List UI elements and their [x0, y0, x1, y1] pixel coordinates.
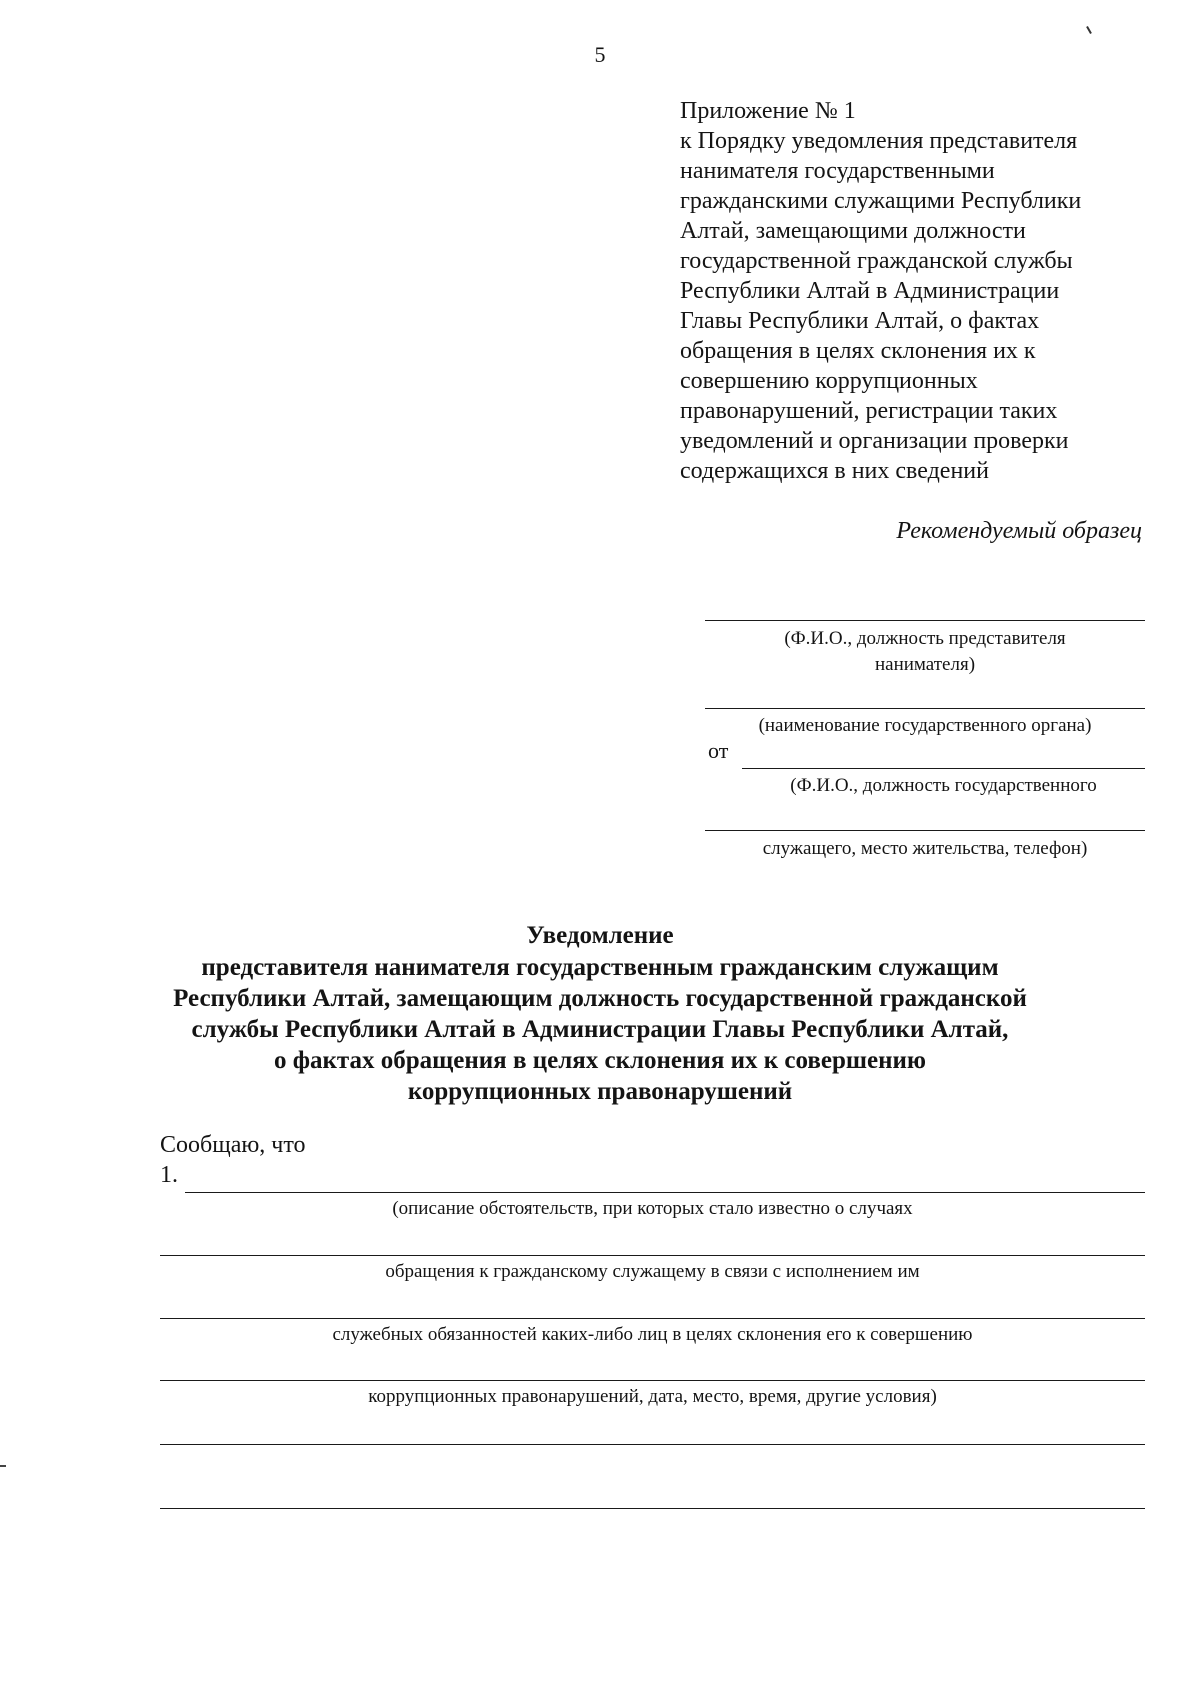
sender-caption-line1: (Ф.И.О., должность государственного	[790, 775, 1097, 796]
employer-name-line[interactable]	[705, 620, 1145, 621]
employer-caption-line2: нанимателя)	[874, 654, 976, 675]
notice-subtitle-line: службы Республики Алтай в Администрации Главы Республики Алтай,	[191, 1016, 1009, 1043]
description-caption-4: коррупционных правонарушений, дата, место, время, другие условия)	[368, 1386, 937, 1407]
appendix-description	[680, 126, 1150, 486]
appendix-line: обращения в целях склонения их к	[680, 338, 1036, 364]
description-line-3[interactable]	[160, 1318, 1145, 1319]
sender-caption-line2: служащего, место жительства, телефон)	[762, 838, 1088, 859]
sender-details-line[interactable]	[705, 830, 1145, 831]
notice-subtitle	[100, 952, 1100, 1107]
agency-name-line[interactable]	[705, 708, 1145, 709]
notice-subtitle-line: о фактах обращения в целях склонения их к совершению	[273, 1047, 927, 1074]
appendix-line: гражданскими служащими Республики	[680, 188, 1082, 214]
description-line-1[interactable]	[185, 1192, 1145, 1193]
scan-artifact-mark	[1086, 26, 1092, 34]
description-line-6[interactable]	[160, 1508, 1145, 1509]
agency-caption: (наименование государственного органа)	[758, 715, 1092, 736]
appendix-line: государственной гражданской службы	[680, 248, 1073, 274]
notice-subtitle-line: коррупционных правонарушений	[407, 1078, 793, 1105]
description-line-5[interactable]	[160, 1444, 1145, 1445]
description-line-4[interactable]	[160, 1380, 1145, 1381]
description-line-2[interactable]	[160, 1255, 1145, 1256]
sender-name-line[interactable]	[742, 768, 1145, 769]
item-number: 1.	[160, 1162, 178, 1188]
appendix-line: уведомлений и организации проверки	[680, 428, 1069, 454]
appendix-line: нанимателя государственными	[680, 158, 995, 184]
appendix-line: Алтай, замещающими должности	[680, 218, 1026, 244]
description-caption-2: обращения к гражданскому служащему в связи с исполнением им	[385, 1261, 920, 1282]
from-label: от	[708, 738, 729, 763]
appendix-line: к Порядку уведомления представителя	[680, 128, 1078, 154]
appendix-line: правонарушений, регистрации таких	[680, 398, 1058, 424]
appendix-line: содержащихся в них сведений	[680, 458, 989, 484]
recommended-sample-label: Рекомендуемый образец	[896, 518, 1142, 544]
appendix-line: Республики Алтай в Администрации	[680, 278, 1060, 304]
description-caption-3: служебных обязанностей каких-либо лиц в целях склонения его к совершению	[332, 1324, 973, 1345]
report-intro: Сообщаю, что	[160, 1132, 306, 1158]
appendix-line: совершению коррупционных	[680, 368, 978, 394]
notice-subtitle-line: представителя нанимателя государственным гражданским служащим	[201, 954, 999, 981]
employer-caption-line1: (Ф.И.О., должность представителя	[784, 628, 1066, 649]
description-caption-1: (описание обстоятельств, при которых стало известно о случаях	[392, 1198, 913, 1219]
notice-title: Уведомление	[526, 922, 674, 949]
scan-artifact-mark-left	[0, 1465, 6, 1467]
appendix-line: Главы Республики Алтай, о фактах	[680, 308, 1040, 334]
appendix-number: Приложение № 1	[680, 98, 856, 124]
notice-subtitle-line: Республики Алтай, замещающим должность государственной гражданской	[173, 985, 1027, 1012]
page-number: 5	[594, 42, 606, 67]
